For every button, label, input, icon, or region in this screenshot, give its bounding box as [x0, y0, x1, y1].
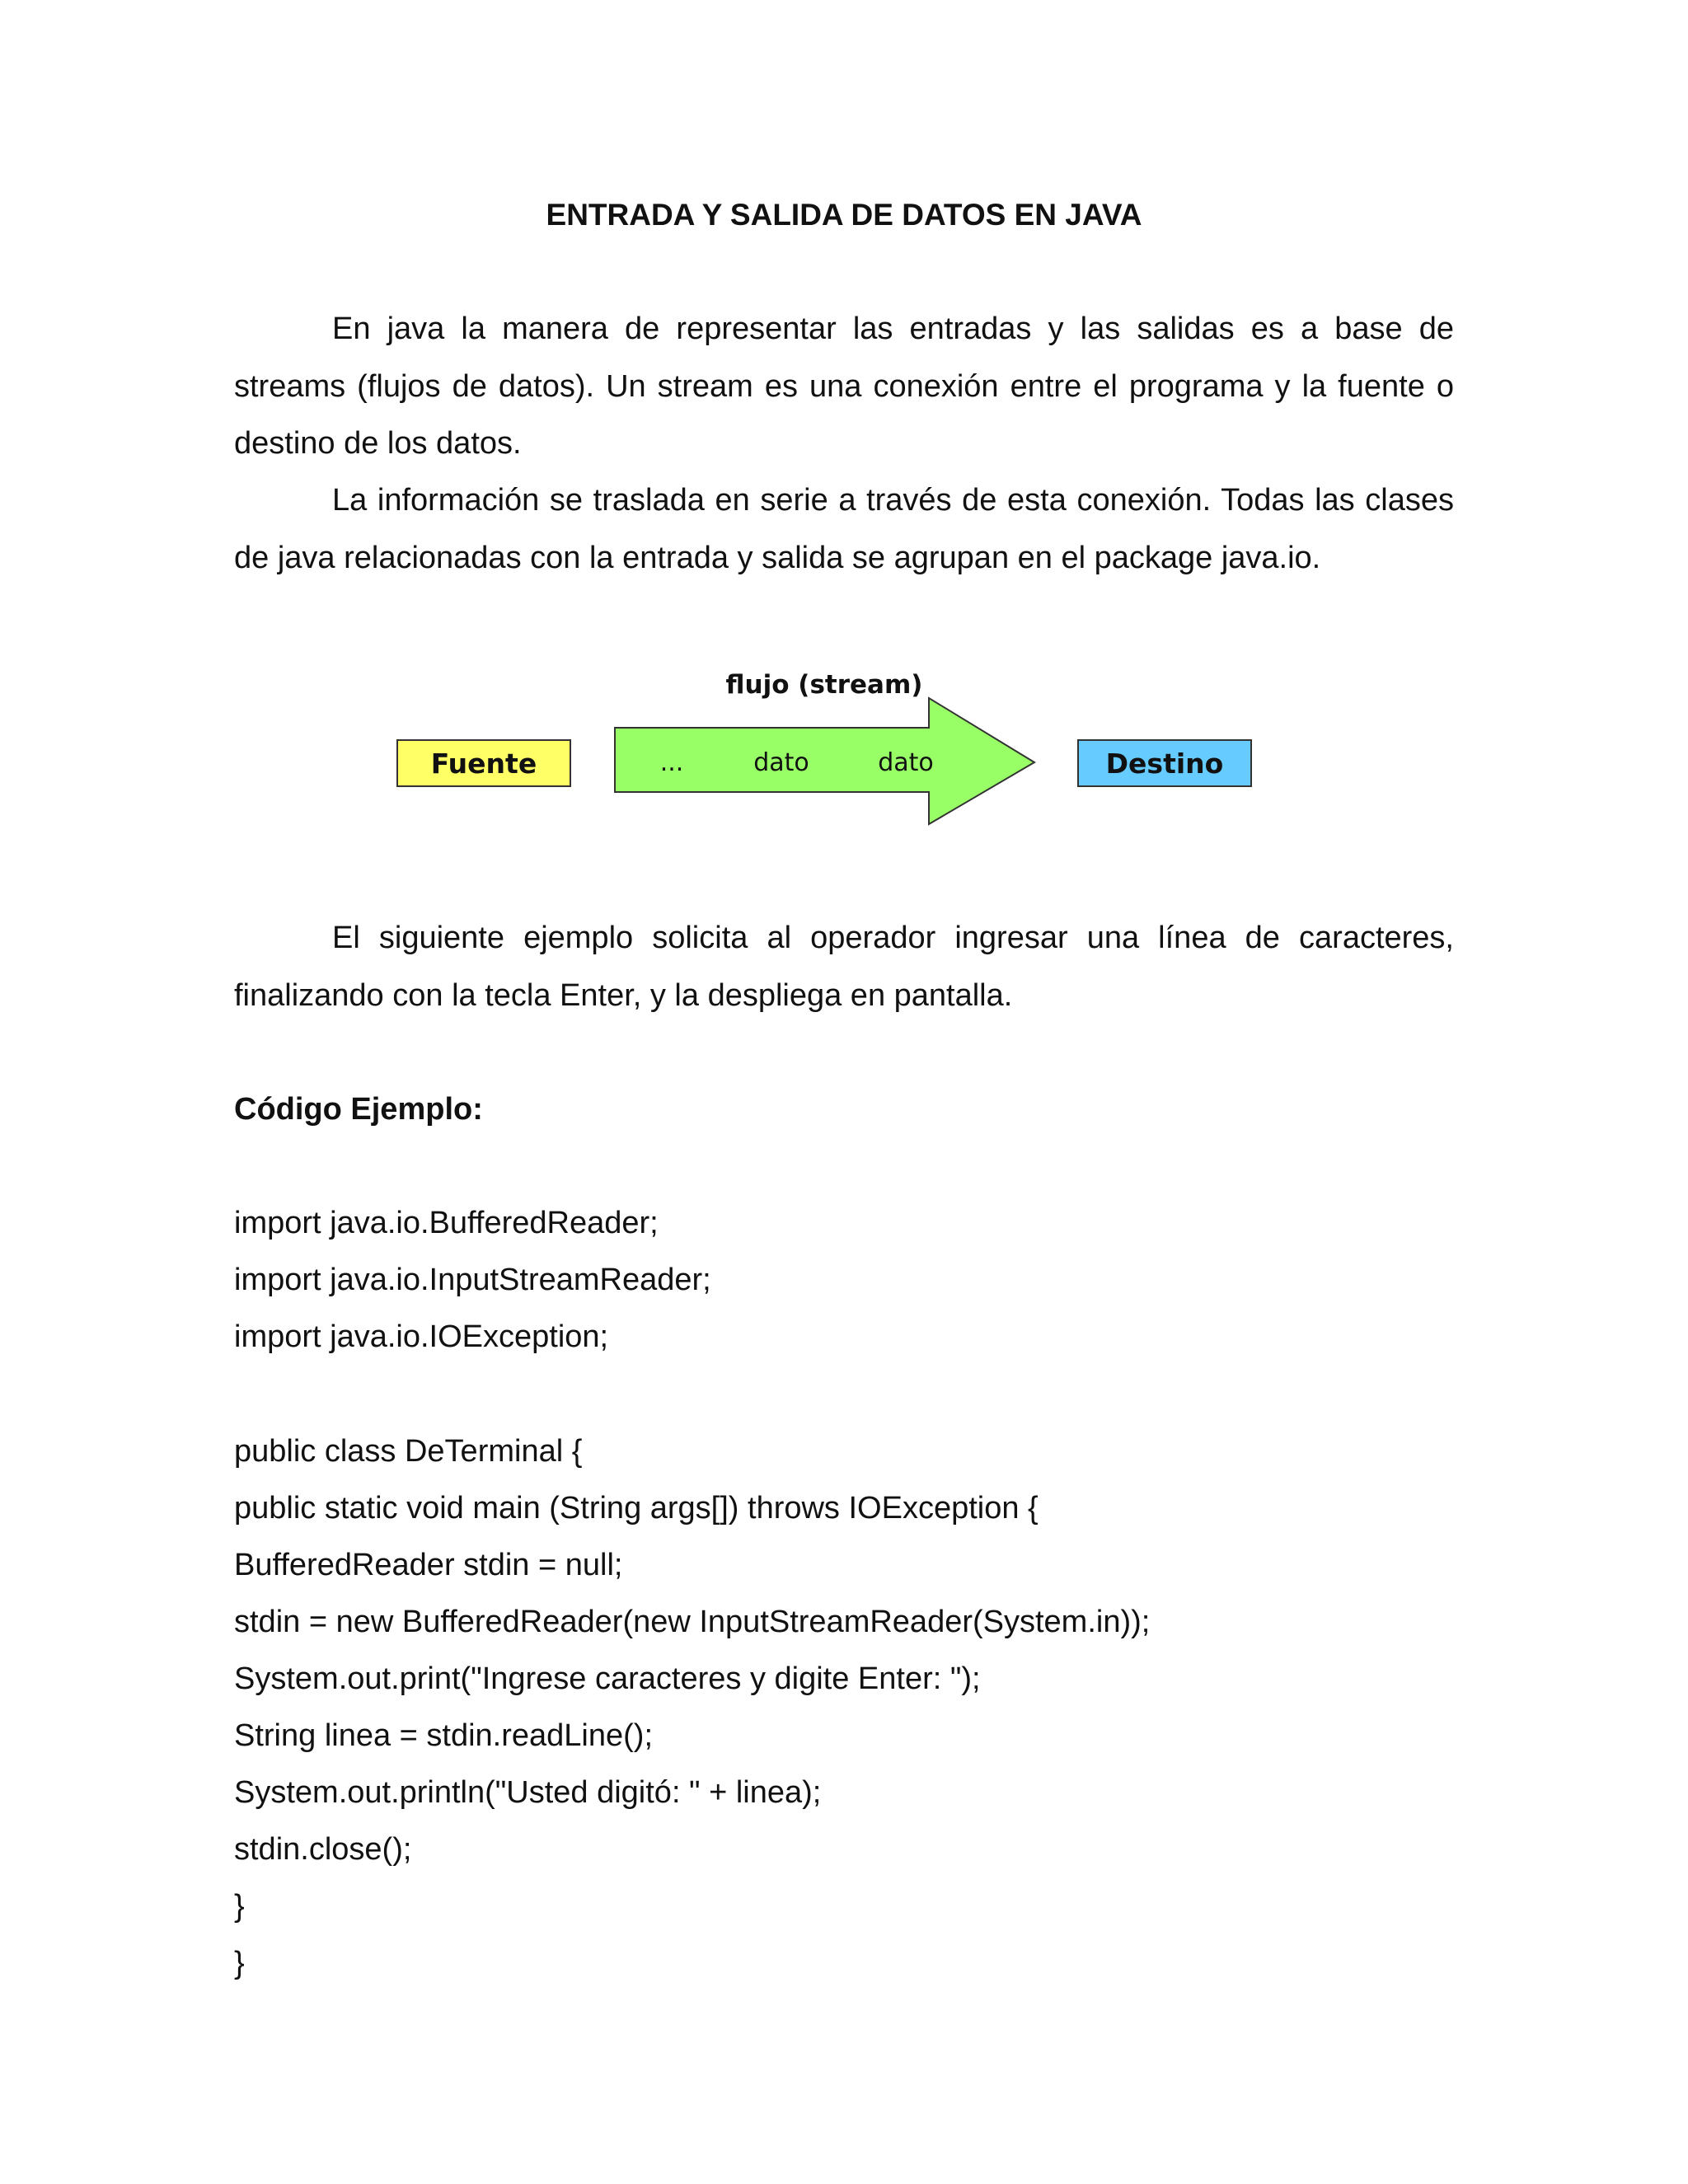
paragraph-java-io: La información se traslada en serie a través de esta conexión. Todas las clases de java relacionadas con la entrada y salida se agrupan en el package java.io.: [234, 483, 1454, 575]
code-heading: Código Ejemplo:: [234, 1092, 483, 1127]
paragraph-streams-intro: En java la manera de representar las entradas y las salidas es a base de streams (flujos de datos). Un stream es una conexión entre el programa y la fuente o destino de los datos.: [234, 312, 1454, 461]
code-line: public class DeTerminal {: [234, 1434, 583, 1469]
code-line: import java.io.BufferedReader;: [234, 1206, 659, 1240]
code-line: import java.io.InputStreamReader;: [234, 1263, 711, 1297]
code-line: String linea = stdin.readLine();: [234, 1718, 654, 1753]
source-label: Fuente: [430, 748, 537, 780]
code-class-body: [234, 1423, 1553, 1992]
stream-diagram: [387, 659, 1269, 837]
code-line: import java.io.IOException;: [234, 1319, 609, 1354]
code-line: BufferedReader stdin = null;: [234, 1548, 623, 1582]
arrow-ellipsis: ...: [659, 748, 684, 777]
code-line: public static void main (String args[]) throws IOException {: [234, 1491, 1039, 1526]
code-imports: [234, 1195, 1553, 1366]
destination-label: Destino: [1105, 748, 1224, 780]
stream-label: flujo (stream): [725, 670, 923, 700]
arrow-data-item: dato: [753, 748, 809, 777]
document-title: ENTRADA Y SALIDA DE DATOS EN JAVA: [546, 198, 1142, 232]
code-line: stdin.close();: [234, 1832, 412, 1867]
code-line: }: [234, 1946, 245, 1980]
paragraph-example-intro: El siguiente ejemplo solicita al operador ingresar una línea de caracteres, finalizando con la tecla Enter, y la despliega en pantalla.: [234, 921, 1454, 1013]
code-line: System.out.println("Usted digitó: " + linea);: [234, 1775, 822, 1810]
code-line: }: [234, 1889, 245, 1924]
code-line: System.out.print("Ingrese caracteres y digite Enter: ");: [234, 1661, 981, 1696]
code-line: stdin = new BufferedReader(new InputStreamReader(System.in));: [234, 1605, 1151, 1639]
arrow-data-item: dato: [878, 748, 934, 777]
